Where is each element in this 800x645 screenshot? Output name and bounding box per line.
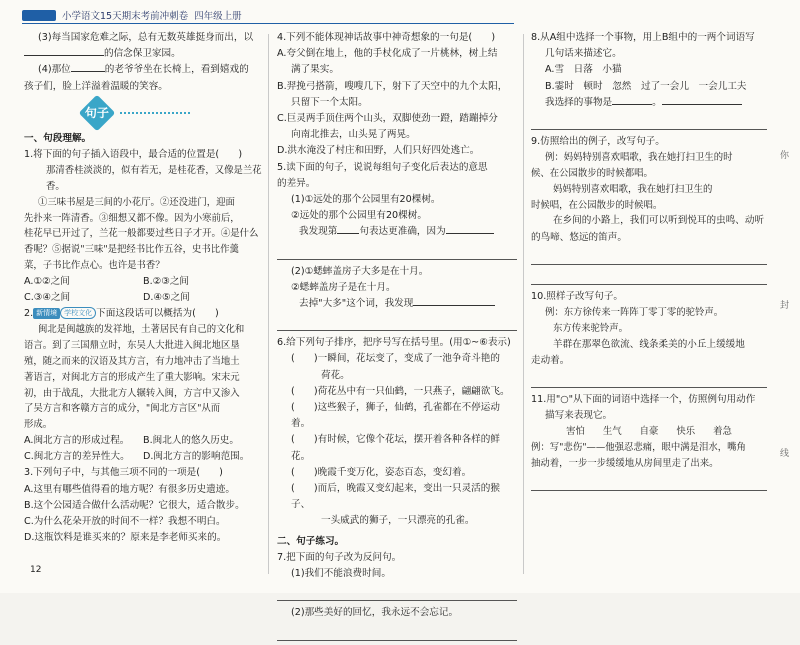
- section-heading: 一、句段理解。: [24, 132, 92, 144]
- passage-line: 香呢？⑤据说"三味"是把经书比作五谷，史书比作羹: [24, 244, 239, 256]
- section-banner: [84, 101, 262, 125]
- question-4: 4.下列不能体现神话故事中神奇想象的一句是( ): [277, 32, 496, 43]
- option[interactable]: B.②③之间: [143, 275, 190, 287]
- column-right: 8.从A组中选择一个事物，用上B组中的一两个词语写 几句话来描述它。 A.雪 日落 小猫 B.霎时 顿时 忽然 过了一会儿 一会儿工夫 我选择的事物是 。 9.仿照给出的例子，改写句子。 例：妈妈特别喜欢唱歌，我在她打扫卫生的时 候、在公园散步的时候都唱。 妈妈特别喜欢唱歌，我在她打扫卫生的 时候唱，在公园散步的时候唱。 在乡间的小路上，我们可以听到悦耳的虫鸣、动听 的鸟啼、悠远的笛声。 10.照样子改写句子。 例：东方徐传来一阵阵丁零丁零的驼铃声。 东方传来驼铃声。 羊群在那翠色欲流、线条柔美的小丘上缓缓地 走动着。 11.用"○"从下面的词语中选择一个，仿照例句用动作 描写来表现它。 害怕 生气 自豪 快乐 着急 例：写"悲伤"——他强忍悲痛，眼中满是泪水，嘴角 抽动着，一步一步缓缓地从房间里走了出来。: [531, 30, 767, 495]
- passage-line: 语言。到了三国鼎立时，东吴人大批进入闽北地区垦: [24, 340, 240, 352]
- sentence: 在乡间的小路上，我们可以听到悦耳的虫鸣、动听: [553, 215, 765, 227]
- text-line: 句表达更准确，因为: [359, 226, 446, 238]
- example-line: 东方传来驼铃声。: [553, 322, 629, 334]
- example-line: 时候唱，在公园散步的时候唱。: [531, 199, 663, 211]
- option[interactable]: D.这瓶饮料是谁买来的？原来是李老师买来的。: [24, 532, 227, 544]
- passage-line: 闽北是闽越族的发祥地，土著居民有自己的文化和: [38, 324, 245, 336]
- option-cont: 只留下一个太阳。: [291, 96, 368, 108]
- text-line: 的老爷爷坐在长椅上，看到嬉戏的: [104, 64, 249, 76]
- answer-line[interactable]: [277, 585, 517, 601]
- passage-line: 形成。: [24, 419, 53, 431]
- question-5-cont: 的差异。: [277, 177, 316, 189]
- header-rule: [22, 23, 514, 24]
- series-logo-icon: [22, 10, 56, 21]
- question-8: 8.从A组中选择一个事物，用上B组中的一两个词语写: [531, 32, 755, 43]
- column-divider: [523, 34, 524, 574]
- header-title: 小学语文15天期末考前冲刺卷: [62, 11, 189, 22]
- binding-margin-char: 封: [780, 301, 790, 311]
- sort-item[interactable]: ( )有时候，它像个花坛，摆开着各种各样的鲜花。: [291, 434, 500, 462]
- new-context-badge: 新情境: [33, 308, 60, 319]
- option[interactable]: A.夸父倒在地上，他的手杖化成了一片桃林，树上结: [277, 48, 498, 60]
- question-9: 9.仿照给出的例子，改写句子。: [531, 136, 665, 148]
- question-7: 7.把下面的句子改为反问句。: [277, 551, 402, 563]
- question-2: 下面这段话可以概括为( ): [96, 308, 219, 320]
- binding-margin-char: 线: [780, 449, 790, 459]
- answer-line[interactable]: [277, 625, 517, 641]
- option-cont: 满了果实。: [291, 64, 339, 76]
- banner-dots: [120, 112, 190, 114]
- text-line: 我发现第: [299, 226, 338, 238]
- option[interactable]: C.巨灵两手顶住两个山头，双脚使劲一蹬，踏蹦掉分: [277, 113, 498, 125]
- q2-options: [24, 433, 262, 465]
- question-6: 6.给下列句子排序，把序号写在括号里。(用①~⑥表示): [277, 337, 511, 349]
- option-cont: 向南北推去，山头晃了两晃。: [291, 129, 416, 141]
- example-line: 抽动着，一步一步缓缓地从房间里走了出来。: [531, 458, 719, 470]
- option[interactable]: B.羿挽弓搭箭，嗖嗖几下，射下了天空中的九个太阳，: [277, 80, 508, 92]
- option[interactable]: A.这里有哪些值得看的地方呢？有很多历史遗迹。: [24, 483, 235, 495]
- sentence: (1)我们不能浪费时间。: [291, 568, 391, 580]
- question-8-cont: 几句话来描述它。: [545, 48, 622, 60]
- question-11-cont: 描写来表现它。: [545, 410, 613, 422]
- passage-line: 了吴方言和客赣方言的成分，"闽北方言区"从而: [24, 403, 221, 415]
- group-a: A.雪 日落 小猫: [545, 64, 622, 76]
- example-line: 例：东方徐传来一阵阵丁零丁零的驼铃声。: [545, 307, 724, 319]
- passage-line: 初，由于战乱，大批北方人辗转入闽，方言中又渗入: [24, 387, 240, 399]
- example-line: 候、在公园散步的时候都唱。: [531, 168, 653, 180]
- question-1: 1.将下面的句子插入语段中，最合适的位置是( ): [24, 149, 243, 161]
- q1-options: [24, 274, 262, 306]
- sort-item[interactable]: ( )一瞬间，花坛变了，变成了一池争奇斗艳的: [291, 353, 500, 365]
- word-choice[interactable]: 害怕: [566, 426, 585, 438]
- answer-blank[interactable]: [612, 104, 652, 105]
- passage-line: 著语言，对闽北方言的形成产生了重大影响。宋末元: [24, 371, 240, 383]
- answer-blank[interactable]: [24, 55, 104, 56]
- answer-line[interactable]: [531, 249, 767, 265]
- option[interactable]: C.为什么花朵开放的时间不一样？我想不明白。: [24, 516, 226, 527]
- answer-blank[interactable]: [662, 104, 742, 105]
- sort-item[interactable]: ( )荷花丛中有一只仙鹤，一只燕子，翩翩欲飞。: [291, 385, 510, 397]
- text-line: (3)每当国家危难之际，总有无数英雄挺身而出，以: [38, 32, 254, 43]
- sentence: 的鸟啼、悠远的笛声。: [531, 231, 627, 243]
- banner-title: 句子: [84, 105, 110, 120]
- passage-line: 桂花早已开过了，兰花一般都要过些日子才开。④是什么: [24, 228, 259, 240]
- question-3: 3.下列句子中，与其他三项不同的一项是( ): [24, 467, 223, 479]
- passage-line: 殖，随之而来的汉语及其方言，有力地冲击了当地土: [24, 356, 240, 367]
- answer-blank[interactable]: [413, 305, 495, 306]
- sort-item-cont: 一头威武的狮子，一只漂亮的孔雀。: [321, 515, 475, 527]
- sort-item[interactable]: ( )这些猴子，狮子，仙鹤，孔雀都在不停运动着。: [291, 402, 500, 430]
- answer-blank[interactable]: [71, 71, 105, 72]
- example-line: 例：写"悲伤"——他强忍悲痛，眼中满是泪水，嘴角: [531, 442, 746, 454]
- option[interactable]: D.洪水淹没了村庄和田野，人们只好四处逃亡。: [277, 145, 480, 157]
- question-5: 5.读下面的句子，说说每组句子变化后表达的意思: [277, 161, 488, 173]
- column-left: (3)每当国家危难之际，总有无数英雄挺身而出，以 的信念保卫家园。 (4)那位 的老爷爷坐在长椅上，看到嬉戏的 孩子们，脸上洋溢着温暖的笑容。 句子 一、句段理解。 1.将下面的句子插入语段中，最合适的位置是( ) 那清香桂淡淡的，似有若无，是桂花香，又像是兰花香。 ①三味书屋是三间的小花厅。②还没进门，迎面 先扑来一阵清香。③细想又都不像。因为小寒前后， 桂花早已开过了，兰花一般都要过些日子才开。④是什么 香呢？⑤据说"三味"是把经书比作五谷，史书比作羹 菜，子书比作点心。也许是书香？ A.①②之间 B.②③之间 C.③④之间 D.④⑤之间 2. 新情境 学校文化 下面这段话可以概括为( ) 闽北是闽越族的发祥地，土著居民有自己的文化和 语言。到了三国鼎立时，东吴人大批进入闽北地区垦 殖，随之而来的汉语及其方言，有力地冲击了当地土 著语言，对闽北方言的形成产生了重大影响。宋末元 初，由于战乱，大批北方人辗转入闽，方言中又渗入 了吴方言和客赣方言的成分，"闽北方言区"从而 形成。 A.闽北方言的形成过程。 B.闽北人的悠久历史。 C.闽北方言的差异性大。 D.闽北方言的影响范围。 3.下列句子中，与其他三项不同的一项是( ) A.这里有哪些值得看的地方呢？有很多历史遗迹。 B.这个公园适合做什么活动呢？它很大，适合散步。 C.为什么花朵开放的时间不一样？我想不明白。 D.这瓶饮料是谁买来的？原来是李老师买来的。: [24, 30, 262, 546]
- answer-blank[interactable]: [337, 233, 359, 234]
- sentence: 羊群在那翠色欲流、线条柔美的小丘上缓缓地: [553, 338, 745, 350]
- page-header: [22, 8, 242, 22]
- group-b: B.霎时 顿时 忽然 过了一会儿 一会儿工夫: [545, 80, 747, 92]
- word-choice[interactable]: 自豪: [639, 426, 659, 438]
- question-10: 10.照样子改写句子。: [531, 290, 624, 302]
- word-choice[interactable]: 快乐: [676, 426, 696, 438]
- word-choice[interactable]: 生气: [602, 426, 622, 438]
- answer-line[interactable]: [531, 475, 767, 491]
- passage-line: 先扑来一阵清香。③细想又都不像。因为小寒前后，: [24, 212, 240, 224]
- option[interactable]: C.③④之间: [24, 292, 71, 303]
- answer-line[interactable]: [531, 269, 767, 285]
- sort-item[interactable]: ( )而后，晚霞又变幻起来，变出一只灵活的猴子、: [291, 483, 500, 511]
- quote-line: 那清香桂淡淡的，似有若无，是桂花香，又像是兰花香。: [46, 165, 262, 193]
- answer-line[interactable]: [277, 315, 517, 331]
- answer-line[interactable]: [531, 114, 767, 130]
- text-line: 的信念保卫家园。: [104, 48, 181, 60]
- sentence: 走动着。: [531, 354, 570, 366]
- question-11: 11.用"○"从下面的词语中选择一个，仿照例句用动作: [531, 394, 756, 406]
- option[interactable]: A.①②之间: [24, 275, 70, 287]
- sentence: ②远处的那个公园里有20棵树。: [291, 210, 427, 222]
- column-divider: [268, 34, 269, 574]
- example-line: 例：妈妈特别喜欢唱歌，我在她打扫卫生的时: [545, 152, 733, 164]
- word-choices: [531, 424, 767, 440]
- page-number: 12: [30, 565, 42, 575]
- header-grade: 四年级上册: [194, 11, 242, 22]
- column-middle: [277, 30, 517, 645]
- word-choice[interactable]: 着急: [713, 426, 732, 438]
- sort-item-cont: 荷花。: [321, 369, 350, 381]
- text-line: 孩子们，脸上洋溢着温暖的笑容。: [24, 80, 168, 92]
- option[interactable]: D.闽北方言的影响范围。: [143, 451, 250, 463]
- option[interactable]: D.④⑤之间: [143, 292, 190, 303]
- sentence: ②蟋蟀盖房子是在十月。: [291, 281, 396, 293]
- answer-line[interactable]: [531, 372, 767, 388]
- option[interactable]: B.这个公园适合做什么活动呢？它很大，适合散步。: [24, 499, 245, 511]
- sentence: (2)①蟋蟀盖房子大多是在十月。: [291, 265, 429, 277]
- sentence: (1)①远处的那个公园里有20棵树。: [291, 194, 441, 206]
- answer-line[interactable]: [277, 244, 517, 260]
- option[interactable]: C.闽北方言的差异性大。: [24, 451, 130, 463]
- topic-badge: 学校文化: [60, 307, 96, 319]
- binding-margin-char: 你: [780, 151, 790, 161]
- banner-diamond-icon: [79, 94, 116, 131]
- example-line: 妈妈特别喜欢唱歌，我在她打扫卫生的: [553, 183, 713, 195]
- option[interactable]: A.闽北方言的形成过程。: [24, 434, 130, 446]
- passage-line: ①三味书屋是三间的小花厅。②还没进门，迎面: [38, 196, 235, 208]
- text-line: 去掉"大多"这个词，我发现: [299, 298, 414, 310]
- option[interactable]: B.闽北人的悠久历史。: [143, 434, 239, 446]
- passage-line: 菜，子书比作点心。也许是书香？: [24, 260, 165, 271]
- section-heading: 二、句子练习。: [277, 535, 345, 547]
- answer-blank[interactable]: [446, 233, 494, 234]
- sentence: (2)那些美好的回忆，我永远不会忘记。: [291, 607, 459, 619]
- text-line: (4)那位: [38, 64, 71, 76]
- text-line: 我选择的事物是: [545, 96, 613, 108]
- sort-item[interactable]: ( )晚霞千变万化，姿态百态，变幻着。: [291, 466, 472, 478]
